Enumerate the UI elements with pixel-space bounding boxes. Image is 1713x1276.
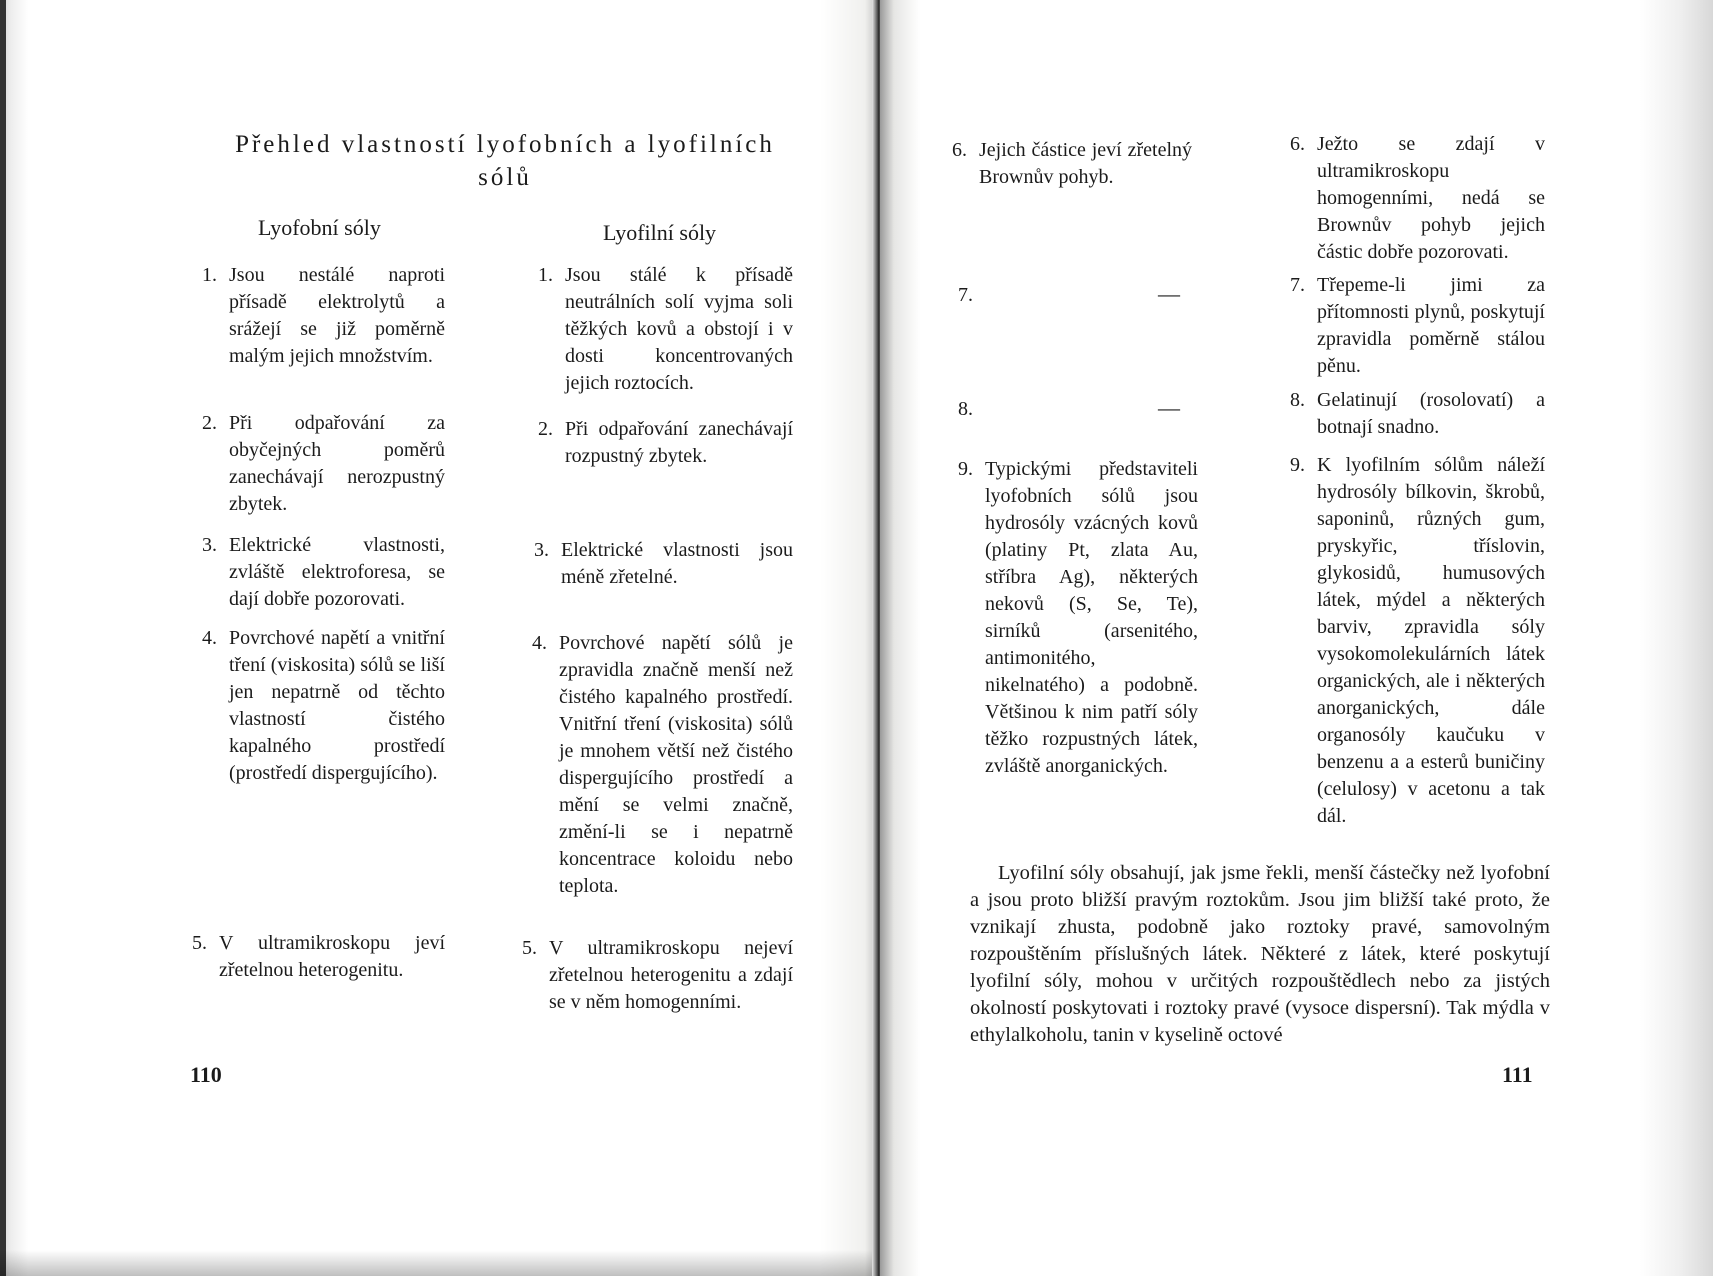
item-text: Při odpařování zanechávají rozpustný zbytek. — [565, 418, 793, 467]
item-text: Typickými představiteli lyofobních sólů jsou hydrosóly vzácných kovů (platiny Pt, zlata Au, stříbra Ag), některých nekovů (S, Se, Te), sirníků (arsenitého, antimonitého, nikelnatého) a podobně. Většinou k nim patří sóly těžko rozpustných látek, zvláště anorganických. — [985, 458, 1198, 777]
page-edge-shadow — [0, 0, 6, 1276]
empty-dash: — — [1158, 281, 1180, 306]
item-text: Gelatinují (rosolovatí) a botnají snadno. — [1317, 389, 1545, 438]
lyofilni-item-8 — [1290, 387, 1545, 441]
lyofilni-item-6 — [1290, 131, 1545, 266]
item-text: K lyofilním sólům náleží hydrosóly bílkovin, škrobů, saponinů, různých gum, pryskyřic, tříslovin, glykosidů, humusových látek, mýdel a některých barviv, zpravidla sóly vysokomolekulárních látek organických, ale i některých anorganických, dále organosóly kaučuku v benzenu a a esterů buničiny (celulosy) v acetonu a tak dál. — [1317, 454, 1545, 827]
page-number-right: 111 — [1502, 1062, 1533, 1087]
column-heading-lyofobni: Lyofobní sóly — [258, 215, 381, 240]
item-text: Povrchové napětí a vnitřní tření (viskosita) sólů se liší jen nepatrně od těchto vlastností čistého kapalného prostředí (prostředí dispergujícího). — [229, 627, 445, 784]
body-paragraph — [970, 860, 1550, 1049]
lyofobni-item-3 — [202, 532, 445, 613]
empty-dash: — — [1158, 395, 1180, 420]
item-text: Jsou nestálé naproti přísadě elektrolytů a srážejí se již poměrně malým jejich množstvím. — [229, 264, 445, 367]
item-number: 6. — [1290, 133, 1305, 155]
column-heading-lyofilni: Lyofilní sóly — [603, 220, 717, 245]
item-text: Třepeme-li jimi za přítomnosti plynů, poskytují zpravidla poměrně stálou pěnu. — [1317, 274, 1545, 377]
lyofilni-item-2 — [538, 416, 793, 470]
item-number: 5. — [522, 937, 537, 959]
lyofilni-item-7 — [1290, 272, 1545, 380]
item-text: Ježto se zdají v ultramikroskopu homogenními, nedá se Brownův pohyb jejich částic dobře pozorovati. — [1317, 133, 1545, 263]
paragraph-text: Lyofilní sóly obsahují, jak jsme řekli, menší částečky než lyofobní a jsou proto bližší pravým roztokům. Jsou jim bližší také proto, že vznikají zhusta, podobně jako roztoky pravé, samovolným rozpouštěním příslušných látek. Některé z látek, které poskytují lyofilní sóly, mohou v určitých rozpouštědlech nebo za jistých okolností poskytovati i roztoky pravé (vysoce dispersní). Tak mýdla v ethylalkoholu, tanin v kyselině octové — [970, 862, 1550, 1046]
lyofilni-item-1 — [538, 262, 793, 397]
lyofobni-item-1 — [202, 262, 445, 370]
title-line-1: Přehled vlastností lyofobních a lyofilních — [235, 131, 775, 158]
item-text: V ultramikroskopu nejeví zřetelnou heterogenitu a zdají se v něm homogenními. — [549, 937, 793, 1013]
item-number: 8. — [1290, 389, 1305, 411]
item-number: 8. — [958, 398, 973, 420]
item-number: 5. — [192, 932, 207, 954]
lyofilni-item-4 — [532, 630, 793, 900]
item-number: 1. — [538, 264, 553, 286]
item-text: V ultramikroskopu jeví zřetelnou heterogenitu. — [219, 932, 445, 981]
item-text: Při odpařování za obyčejných poměrů zanechávají nerozpustný zbytek. — [229, 412, 445, 515]
lyofobni-item-9 — [958, 456, 1198, 780]
lyofobni-item-2 — [202, 410, 445, 518]
lyofilni-item-5 — [522, 935, 793, 1016]
item-number: 4. — [202, 627, 217, 649]
right-page — [880, 0, 1713, 1276]
item-number: 7. — [958, 284, 973, 306]
item-number: 9. — [958, 458, 973, 480]
item-number: 3. — [202, 534, 217, 556]
item-number: 9. — [1290, 454, 1305, 476]
item-number: 2. — [538, 418, 553, 440]
item-number: 2. — [202, 412, 217, 434]
page-number-left: 110 — [190, 1062, 222, 1087]
item-text: Jejich částice jeví zřetelný Brownův pohyb. — [979, 139, 1192, 188]
lyofobni-item-4 — [202, 625, 445, 787]
item-number: 1. — [202, 264, 217, 286]
item-text: Povrchové napětí sólů je zpravidla značně menší než čistého kapalného prostředí. Vnitřní tření (viskosita) sólů je mnohem větší než čistého dispergujícího prostředí a mění se velmi značně, změní-li se i nepatrně koncentrace koloidu nebo teplota. — [559, 632, 793, 897]
lyofilni-item-9 — [1290, 452, 1545, 830]
lyofobni-item-5 — [192, 930, 445, 984]
item-text: Jsou stálé k přísadě neutrálních solí vyjma soli těžkých kovů a obstojí i v dosti koncentrovaných jejich roztocích. — [565, 264, 793, 394]
item-text: Elektrické vlastnosti jsou méně zřetelné. — [561, 539, 793, 588]
page-bottom-shadow — [0, 1250, 880, 1276]
table-title — [205, 128, 805, 194]
title-line-2: sólů — [478, 164, 532, 191]
lyofilni-item-3 — [534, 537, 793, 591]
item-number: 3. — [534, 539, 549, 561]
lyofobni-item-6 — [952, 137, 1192, 191]
item-number: 6. — [952, 139, 967, 161]
item-text: Elektrické vlastnosti, zvláště elektroforesa, se dají dobře pozorovati. — [229, 534, 445, 610]
item-number: 7. — [1290, 274, 1305, 296]
item-number: 4. — [532, 632, 547, 654]
